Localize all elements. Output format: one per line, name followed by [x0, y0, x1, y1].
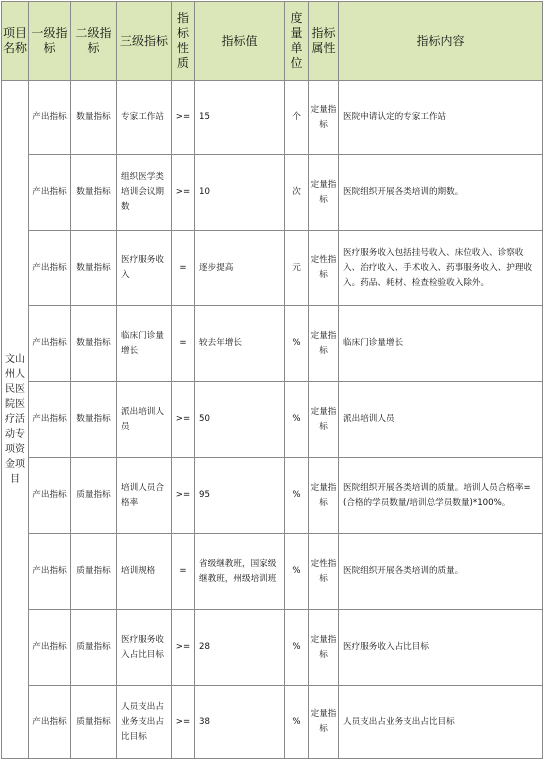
level3-cell: 医疗服务收入	[117, 231, 172, 306]
content-cell: 医院组织开展各类培训的期数。	[339, 155, 543, 231]
content-cell: 医疗服务收入包括挂号收入、床位收入、诊察收入、治疗收入、手术收入、药事服务收入、护理收入。药品、耗材、检查检验收入除外。	[339, 231, 543, 306]
attribute-cell: 定量指标	[309, 81, 339, 155]
attribute-cell: 定量指标	[309, 382, 339, 458]
header-nature: 指标性质	[172, 2, 195, 81]
value-cell: 15	[195, 81, 285, 155]
nature-cell: >=	[172, 155, 195, 231]
attribute-cell: 定量指标	[309, 686, 339, 759]
unit-cell: %	[285, 458, 309, 534]
attribute-cell: 定量指标	[309, 610, 339, 686]
level1-cell: 产出指标	[29, 458, 71, 534]
nature-cell: =	[172, 306, 195, 382]
header-attribute: 指标属性	[309, 2, 339, 81]
attribute-cell: 定量指标	[309, 306, 339, 382]
level2-cell: 质量指标	[71, 610, 117, 686]
content-cell: 医院组织开展各类培训的质量。培训人员合格率=(合格的学员数量/培训总学员数量)*100%。	[339, 458, 543, 534]
attribute-cell: 定量指标	[309, 155, 339, 231]
value-cell: 95	[195, 458, 285, 534]
level3-cell: 人员支出占业务支出占比目标	[117, 686, 172, 759]
table-row	[2, 306, 543, 382]
unit-cell: 元	[285, 231, 309, 306]
content-cell: 医院组织开展各类培训的质量。	[339, 534, 543, 610]
table-row	[2, 534, 543, 610]
attribute-cell: 定量指标	[309, 458, 339, 534]
level1-cell: 产出指标	[29, 686, 71, 759]
unit-cell: %	[285, 534, 309, 610]
level2-cell: 数量指标	[71, 306, 117, 382]
unit-cell: %	[285, 686, 309, 759]
level1-cell: 产出指标	[29, 382, 71, 458]
header-level2: 二级指标	[71, 2, 117, 81]
content-cell: 派出培训人员	[339, 382, 543, 458]
nature-cell: =	[172, 534, 195, 610]
nature-cell: >=	[172, 458, 195, 534]
content-cell: 人员支出占业务支出占比目标	[339, 686, 543, 759]
value-cell: 10	[195, 155, 285, 231]
content-cell: 临床门诊量增长	[339, 306, 543, 382]
table-row	[2, 610, 543, 686]
unit-cell: %	[285, 610, 309, 686]
table-row	[2, 231, 543, 306]
nature-cell: =	[172, 231, 195, 306]
level3-cell: 培训人员合格率	[117, 458, 172, 534]
value-cell: 50	[195, 382, 285, 458]
value-cell: 逐步提高	[195, 231, 285, 306]
content-cell: 医院申请认定的专家工作站	[339, 81, 543, 155]
unit-cell: 次	[285, 155, 309, 231]
level1-cell: 产出指标	[29, 610, 71, 686]
unit-cell: %	[285, 382, 309, 458]
level3-cell: 专家工作站	[117, 81, 172, 155]
header-level1: 一级指标	[29, 2, 71, 81]
nature-cell: >=	[172, 686, 195, 759]
nature-cell: >=	[172, 81, 195, 155]
table-row	[2, 155, 543, 231]
unit-cell: %	[285, 306, 309, 382]
nature-cell: >=	[172, 382, 195, 458]
table-row	[2, 686, 543, 759]
table-row	[2, 382, 543, 458]
value-cell: 38	[195, 686, 285, 759]
value-cell: 省级继教班，国家级继教班，州级培训班	[195, 534, 285, 610]
level1-cell: 产出指标	[29, 534, 71, 610]
header-content: 指标内容	[339, 2, 543, 81]
indicator-table	[1, 1, 543, 759]
header-value: 指标值	[195, 2, 285, 81]
header-unit: 度量单位	[285, 2, 309, 81]
level2-cell: 数量指标	[71, 382, 117, 458]
value-cell: 28	[195, 610, 285, 686]
level2-cell: 数量指标	[71, 155, 117, 231]
content-cell: 医疗服务收入占比目标	[339, 610, 543, 686]
project-name-cell: 文山州人民医院医疗活动专项资金项目	[2, 81, 29, 759]
level2-cell: 数量指标	[71, 231, 117, 306]
level3-cell: 临床门诊量增长	[117, 306, 172, 382]
table-row	[2, 81, 543, 155]
value-cell: 较去年增长	[195, 306, 285, 382]
header-row	[2, 2, 543, 81]
unit-cell: 个	[285, 81, 309, 155]
level3-cell: 派出培训人员	[117, 382, 172, 458]
header-level3: 三级指标	[117, 2, 172, 81]
level2-cell: 质量指标	[71, 534, 117, 610]
level1-cell: 产出指标	[29, 81, 71, 155]
nature-cell: >=	[172, 610, 195, 686]
level3-cell: 医疗服务收入占比目标	[117, 610, 172, 686]
level1-cell: 产出指标	[29, 231, 71, 306]
header-project-name: 项目名称	[2, 2, 29, 81]
level2-cell: 数量指标	[71, 81, 117, 155]
level2-cell: 质量指标	[71, 458, 117, 534]
level1-cell: 产出指标	[29, 155, 71, 231]
level3-cell: 组织医学类培训会议期数	[117, 155, 172, 231]
level1-cell: 产出指标	[29, 306, 71, 382]
attribute-cell: 定性指标	[309, 231, 339, 306]
table-row	[2, 458, 543, 534]
level3-cell: 培训规格	[117, 534, 172, 610]
attribute-cell: 定性指标	[309, 534, 339, 610]
level2-cell: 质量指标	[71, 686, 117, 759]
